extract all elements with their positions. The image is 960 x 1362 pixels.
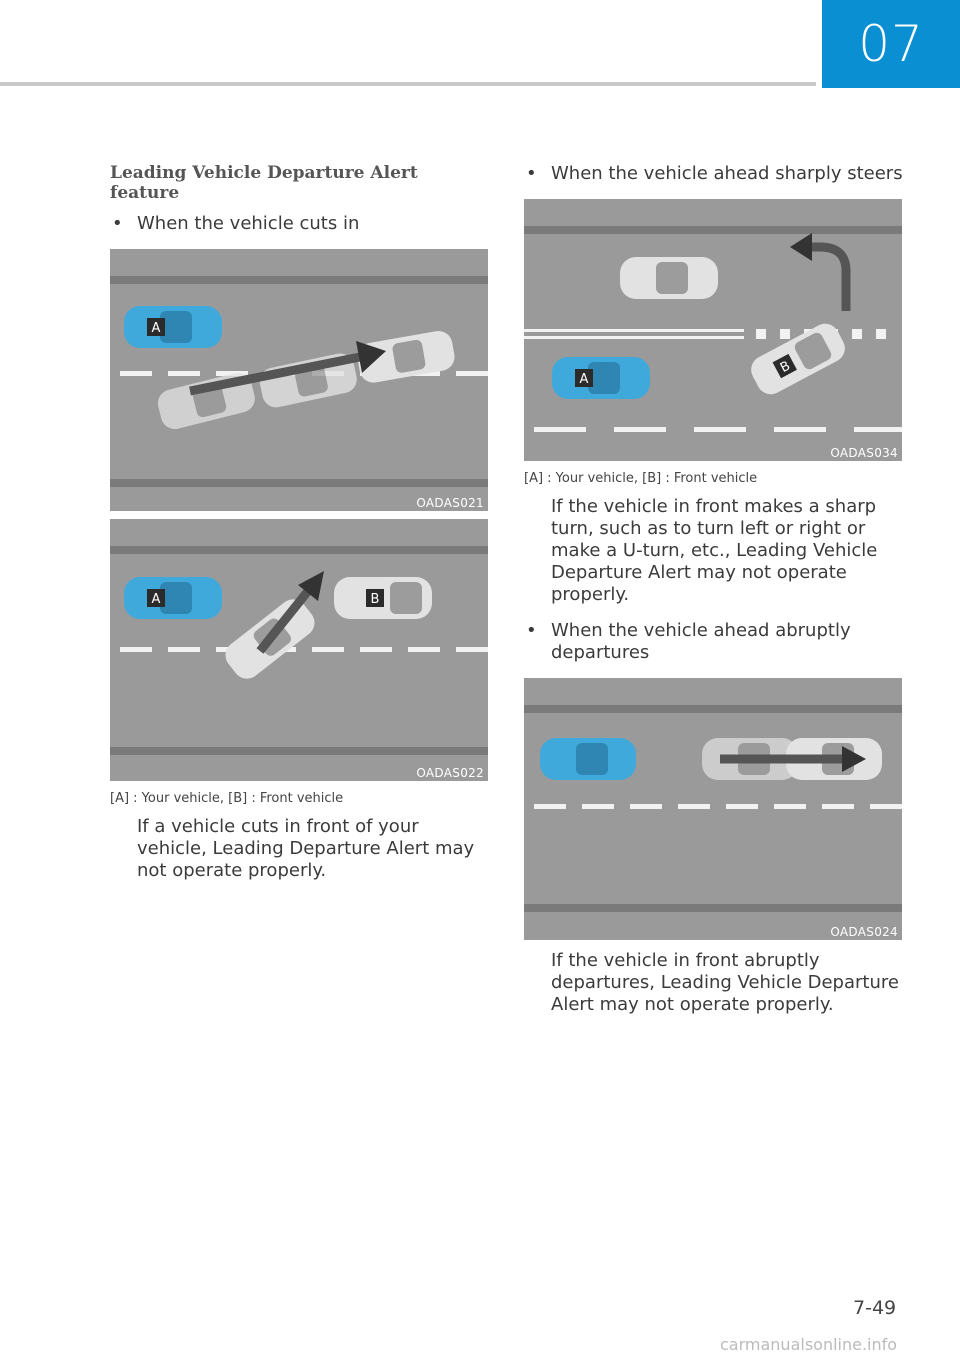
figure-code: OADAS021 (416, 496, 484, 510)
car-icon (124, 306, 222, 348)
bullet-sharp-steer (524, 163, 904, 185)
figure-cut-in-2 (110, 519, 488, 781)
bullet-dot-icon: • (526, 620, 537, 641)
header-rule (0, 82, 816, 86)
vehicle-label-a: A (579, 372, 589, 387)
figure-code: OADAS022 (416, 766, 484, 780)
lane-dashes (534, 804, 902, 809)
arrow-icon (790, 233, 846, 311)
car-icon (334, 577, 432, 619)
bullet-dot-icon: • (112, 213, 123, 234)
bullet-text: When the vehicle ahead abruptly departures (551, 620, 851, 663)
figure-abrupt-departure-illustration (524, 678, 902, 940)
figure-sharp-steer-illustration (524, 199, 902, 461)
bullet-cuts-in (110, 213, 488, 235)
paragraph-cut-in: If a vehicle cuts in front of your vehicle, Leading Departure Alert may not operate properly. (137, 816, 475, 881)
car-icon (552, 357, 650, 399)
figure-cut-in-1-illustration (110, 249, 488, 511)
right-column (524, 155, 904, 1016)
vehicle-label-b: B (370, 592, 380, 607)
bullet-text: When the vehicle ahead sharply steers (551, 163, 903, 184)
figure-code: OADAS024 (830, 925, 898, 939)
vehicle-label-a: A (151, 321, 161, 336)
bullet-text: When the vehicle cuts in (137, 213, 360, 234)
bullet-dot-icon: • (526, 163, 537, 184)
car-icon (620, 257, 718, 299)
lane-dashes (120, 647, 488, 652)
bullet-abrupt-departure (524, 620, 904, 664)
figure-caption: [A] : Your vehicle, [B] : Front vehicle (110, 791, 344, 806)
figure-cut-in-1 (110, 249, 488, 511)
section-title: Leading Vehicle Departure Alert feature (110, 163, 418, 203)
chapter-tab: 07 (822, 0, 960, 88)
watermark: carmanualsonline.info (720, 1335, 898, 1354)
paragraph-sharp-steer: If the vehicle in front makes a sharp turn, such as to turn left or right or make a U-turn, etc., Leading Vehicle Departure Alert may not operate properly. (551, 496, 878, 605)
figure-abrupt-departure (524, 678, 902, 940)
car-icon (124, 577, 222, 619)
vehicle-label-b: B (778, 358, 793, 377)
figure-sharp-steer (524, 199, 902, 461)
page-number: 7-49 (853, 1297, 897, 1319)
car-icon (540, 738, 636, 780)
figure-code: OADAS034 (830, 446, 898, 460)
left-column (110, 155, 488, 882)
figure-cut-in-2-illustration (110, 519, 488, 781)
figure-caption: [A] : Your vehicle, [B] : Front vehicle (524, 471, 758, 486)
paragraph-abrupt-departure: If the vehicle in front abruptly departures, Leading Vehicle Departure Alert may not operate properly. (551, 950, 899, 1015)
vehicle-label-a: A (151, 592, 161, 607)
